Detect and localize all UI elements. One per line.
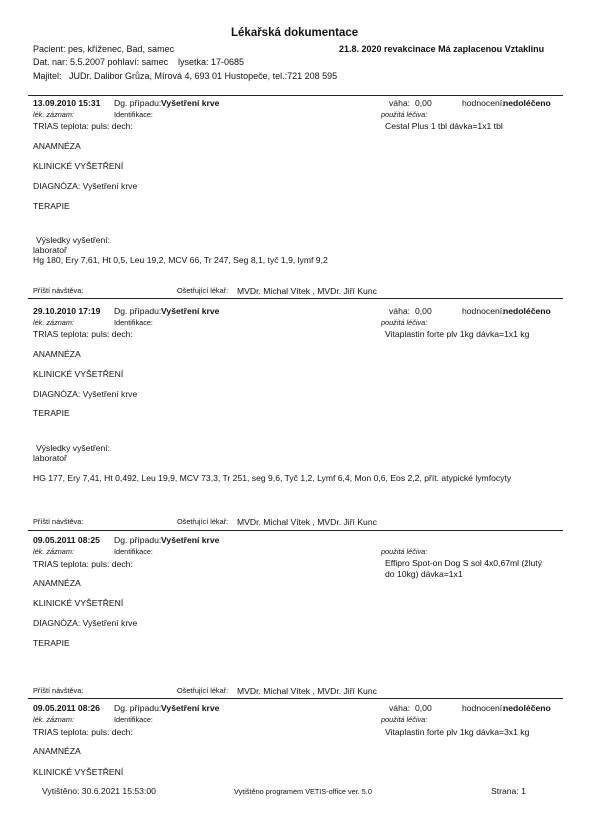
record-date: 09.05.2011 08:26 [33,703,100,713]
evaluation-value: nedoléčeno [503,98,551,108]
next-visit-label: Příští návštěva: [33,686,84,695]
medication-label: použitá léčiva: [381,110,428,119]
dg-label: Dg. případu: [114,703,162,713]
therapy-heading: TERAPIE [33,408,70,418]
record-divider [28,95,563,96]
record-divider [28,298,563,299]
page-number: Strana: 1 [491,786,526,796]
record-note-label: lék. záznam: [33,547,74,556]
therapy-heading: TERAPIE [33,638,70,648]
anamnesis-heading: ANAMNÉZA [33,349,81,359]
medication-value: Vitaplastin forte plv 1kg dávka=1x1 kg [385,329,530,339]
diagnosis: DIAGNÓZA: Vyšetření krve [33,618,138,628]
doctor-label: Ošetřující lékař: [177,286,229,295]
weight-label: váha: [389,98,411,108]
doctor-label: Ošetřující lékař: [177,686,229,695]
identification-label: Identifikace: [114,547,153,556]
trias-line: TRIAS teplota: puls: dech: [33,121,133,131]
weight-value: 0,00 [415,703,432,713]
medication-label: použitá léčiva: [381,318,428,327]
clinical-exam-heading: KLINICKÉ VYŠETŘENÍ [33,369,124,379]
anamnesis-heading: ANAMNÉZA [33,578,81,588]
anamnesis-heading: ANAMNÉZA [33,141,81,151]
laboratory-label: laboratoř [33,245,67,255]
record-dg: Vyšetření krve [161,535,220,545]
lab-results: HG 177, Ery 7,41, Ht 0,492, Leu 19,9, MCV 73,3, Tr 251, seg 9,6, Tyč 1,2, Lymf 6,4, Mon 0,6, Eos 2,2, přít. atypické lymfocyty [33,473,512,483]
anamnesis-heading: ANAMNÉZA [33,746,81,756]
document-title: Lékařská dokumentace [231,27,359,39]
results-label: Výsledky vyšetření: [36,443,111,453]
weight-label: váha: [389,306,411,316]
record-note-label: lék. záznam: [33,110,74,119]
medication-value: Effipro Spot-on Dog S sol 4x0,67ml (žlutý do 10kg) dávka=1x1 [385,558,542,579]
record-divider [28,698,563,699]
clinical-exam-heading: KLINICKÉ VYŠETŘENÍ [33,161,124,171]
owner-info: JUDr. Dalibor Grůza, Mírová 4, 693 01 Hustopeče, tel.:721 208 595 [69,71,338,81]
next-visit-label: Příští návštěva: [33,286,84,295]
record-dg: Vyšetření krve [161,703,220,713]
weight-value: 0,00 [415,306,432,316]
evaluation-value: nedoléčeno [503,306,551,316]
medication-label: použitá léčiva: [381,715,428,724]
evaluation-label: hodnocení: [462,98,505,108]
patient-dob-sex: Dat. nar: 5.5.2007 pohlaví: samec [33,57,169,67]
record-divider [28,530,563,531]
dg-label: Dg. případu: [114,98,162,108]
printed-timestamp: Vytištěno: 30.6.2021 15:53:00 [42,786,156,796]
dg-label: Dg. případu: [114,535,162,545]
header-note: 21.8. 2020 revakcinace Má zaplacenou Vztaklinu [339,44,545,54]
trias-line: TRIAS teplota: puls: dech: [33,727,133,737]
record-note-label: lék. záznam: [33,318,74,327]
medication-value: Cestal Plus 1 tbl dávka=1x1 tbl [385,121,503,131]
results-label: Výsledky vyšetření: [36,235,111,245]
lab-results: Hg 180, Ery 7,61, Ht 0,5, Leu 19,2, MCV 66, Tr 247, Seg 8,1, tyč 1,9, lymf 9,2 [33,255,328,265]
dg-label: Dg. případu: [114,306,162,316]
doctor-names: MVDr. Michal Vítek , MVDr. Jiří Kunc [237,686,377,696]
record-dg: Vyšetření krve [161,306,220,316]
weight-value: 0,00 [415,98,432,108]
clinical-exam-heading: KLINICKÉ VYŠETŘENÍ [33,598,124,608]
owner-label: Majitel: [33,71,62,81]
doctor-label: Ošetřující lékař: [177,517,229,526]
record-note-label: lék. záznam: [33,715,74,724]
therapy-heading: TERAPIE [33,201,70,211]
program-info: Vytištěno programem VETIS-office ver. 5.0 [234,787,372,796]
identification-label: Identifikace: [114,715,153,724]
identification-label: Identifikace: [114,110,153,119]
evaluation-value: nedoléčeno [503,703,551,713]
patient-card: lysetka: 17-0685 [178,57,245,67]
doctor-names: MVDr. Michal Vítek , MVDr. Jiří Kunc [237,517,377,527]
next-visit-label: Příští návštěva: [33,517,84,526]
identification-label: Identifikace: [114,318,153,327]
record-date: 29.10.2010 17:19 [33,306,101,316]
diagnosis: DIAGNÓZA: Vyšetření krve [33,181,138,191]
record-date: 09.05.2011 08:25 [33,535,100,545]
record-dg: Vyšetření krve [161,98,220,108]
trias-line: TRIAS teplota: puls: dech: [33,559,133,569]
medication-value: Vitaplastin forte plv 1kg dávka=3x1 kg [385,727,530,737]
doctor-names: MVDr. Michal Vítek , MVDr. Jiří Kunc [237,286,377,296]
patient-info: Pacient: pes, kříženec, Bad, samec [33,44,175,54]
diagnosis: DIAGNÓZA: Vyšetření krve [33,389,138,399]
laboratory-label: laboratoř [33,453,67,463]
evaluation-label: hodnocení: [462,703,505,713]
medication-label: použitá léčiva: [381,547,428,556]
clinical-exam-heading: KLINICKÉ VYŠETŘENÍ [33,767,124,777]
record-date: 13.09.2010 15:31 [33,98,101,108]
evaluation-label: hodnocení: [462,306,505,316]
trias-line: TRIAS teplota: puls: dech: [33,329,133,339]
weight-label: váha: [389,703,411,713]
